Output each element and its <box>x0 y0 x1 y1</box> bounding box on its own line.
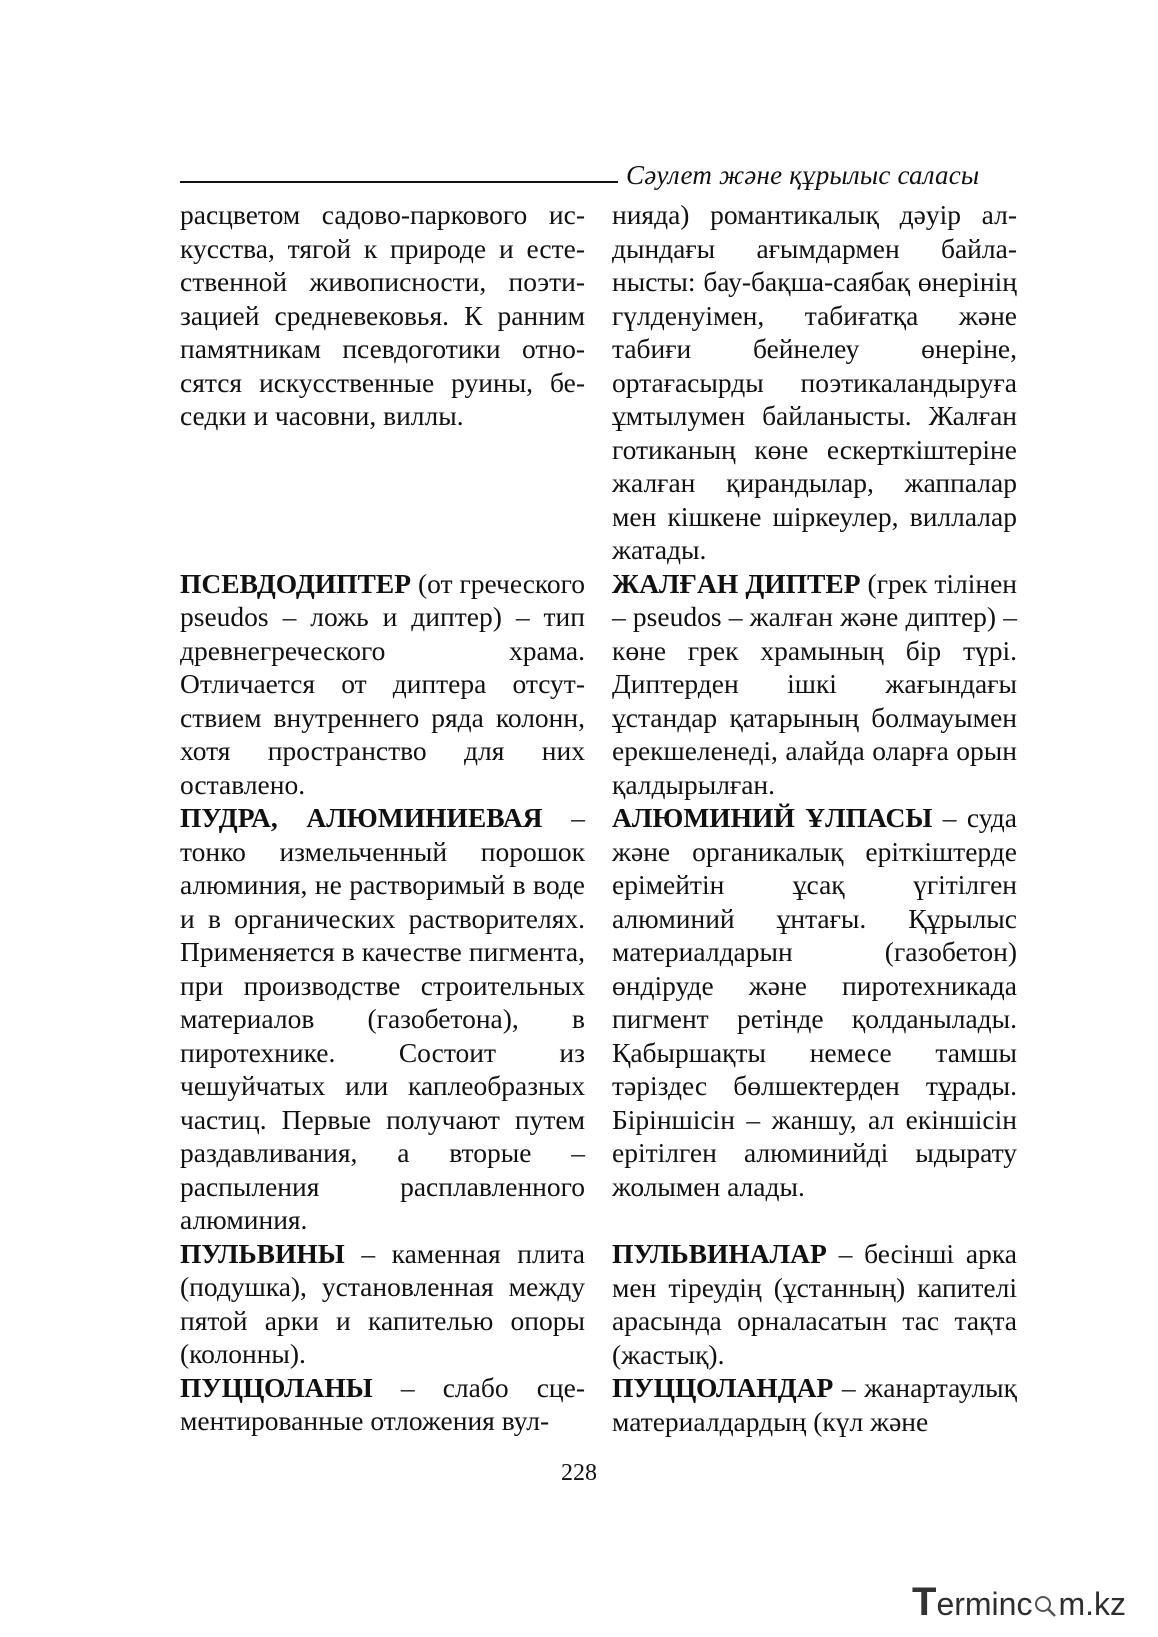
header-rule <box>180 181 618 183</box>
entry-ru-psevdodipter <box>180 567 585 802</box>
kazakh-column <box>612 198 1017 1438</box>
running-head: Сәулет және құрылыс саласы <box>626 160 980 190</box>
entry-kk-zhalgan-dipter <box>612 567 1017 802</box>
watermark-text-1: ermin <box>936 1586 1017 1622</box>
entry-term: ПУЛЬВИНЫ <box>180 1237 345 1269</box>
watermark-first-letter: T <box>912 1580 937 1624</box>
entry-text: – бесінші арка мен тіреудің (ұстанның) капителі арасында орналасатын тас тақта (жастық). <box>612 1238 1017 1370</box>
entry-ru-continuation <box>180 198 585 433</box>
entry-text: расцветом садово-паркового искусства, тягой к природе и естественной живописности, поэтизацией средневековья. К ранним памятникам псевдоготики относятся искусственные руины, беседки и часовни, виллы. <box>180 199 585 431</box>
entry-ru-puccolany <box>180 1371 585 1438</box>
entry-term: ПУЦЦОЛАНДАР <box>612 1372 834 1403</box>
magnifier-icon <box>1033 1594 1057 1618</box>
page-number: 228 <box>561 1460 597 1486</box>
entry-text: – слабо сцементированные отложения вул- <box>180 1371 585 1436</box>
entry-kk-aluminii <box>612 801 1017 1203</box>
entry-text: (от греческого pseudos – ложь и диптер) – тип древнегреческого храма. Отличается от диптера отсутствием внутреннего ряда колонн, хотя пространство для них оставлено. <box>180 567 585 800</box>
entry-kk-pulvinalar <box>612 1237 1017 1371</box>
entry-ru-pulviny <box>180 1237 585 1371</box>
entry-term: ПСЕВДОДИПТЕР <box>180 567 412 599</box>
entry-term: АЛЮМИНИЙ ҰЛПАСЫ <box>612 802 933 833</box>
entry-term: ЖАЛҒАН ДИПТЕР <box>612 567 861 599</box>
entry-term: ПУЦЦОЛАНЫ <box>180 1371 373 1403</box>
entry-kk-continuation <box>612 198 1017 567</box>
entry-kk-puccolandar <box>612 1371 1017 1438</box>
entry-text: (грек тілінен – pseudos – жалған және диптер) – көне грек храмының бір түрі. Диптерден ішкі жағындағы ұстандар қатарының болмауымен ерекшеленеді, алайда оларға орын қалдырылған. <box>612 567 1017 800</box>
entry-text: – тонко измельченный порошок алюминия, не растворимый в воде и в органических растворителях. Применяется в качестве пигмента, при производстве строительных материалов (газобетона), в пиротехнике. Состоит из чешуйчатых или каплеобразных частиц. Первые получают путем раздавливания, а вторые – распыления расплавленного алюминия. <box>180 802 585 1235</box>
entry-text: – суда және органикалық еріткіштерде ерімейтін ұсақ үгітілген алюминий ұнтағы. Құрылыс материалдарын (газобетон) өндіруде және пиротехникада пигмент ретінде қолданылады. Қабыршақты немесе тамшы тәріздес бөлшектерден тұрады. Біріншісін – жаншу, ал екіншісін ерітілген алюминийді ыдырату жолымен алады. <box>612 802 1017 1202</box>
watermark-text-2: c <box>1016 1586 1033 1622</box>
entry-text: – жанартаулық материалдардың (күл және <box>612 1372 1017 1437</box>
termincom-watermark <box>912 1580 1126 1625</box>
russian-column <box>180 198 585 1438</box>
entry-ru-pudra <box>180 801 585 1237</box>
entry-term: ПУЛЬВИНАЛАР <box>612 1238 827 1269</box>
entry-text: нияда) романтикалық дәуір алдындағы ағымдармен байланысты: бау-бақша-саябақ өнерінің гүлденуімен, табиғатқа және табиғи бейнелеу өнеріне, ортағасырды поэтикаландыруға ұмтылумен байланысты. Жалған готиканың көне ескерткіштеріне жалған қирандылар, жаппалар мен кішкене шіркеулер, виллалар жатады. <box>612 199 1017 565</box>
watermark-text-3: m.kz <box>1058 1586 1126 1622</box>
entry-term: ПУДРА, АЛЮМИНИЕВАЯ <box>180 802 543 833</box>
entry-text: – каменная плита (подушка), установленная между пятой арки и капителью опоры (колонны). <box>180 1237 585 1369</box>
